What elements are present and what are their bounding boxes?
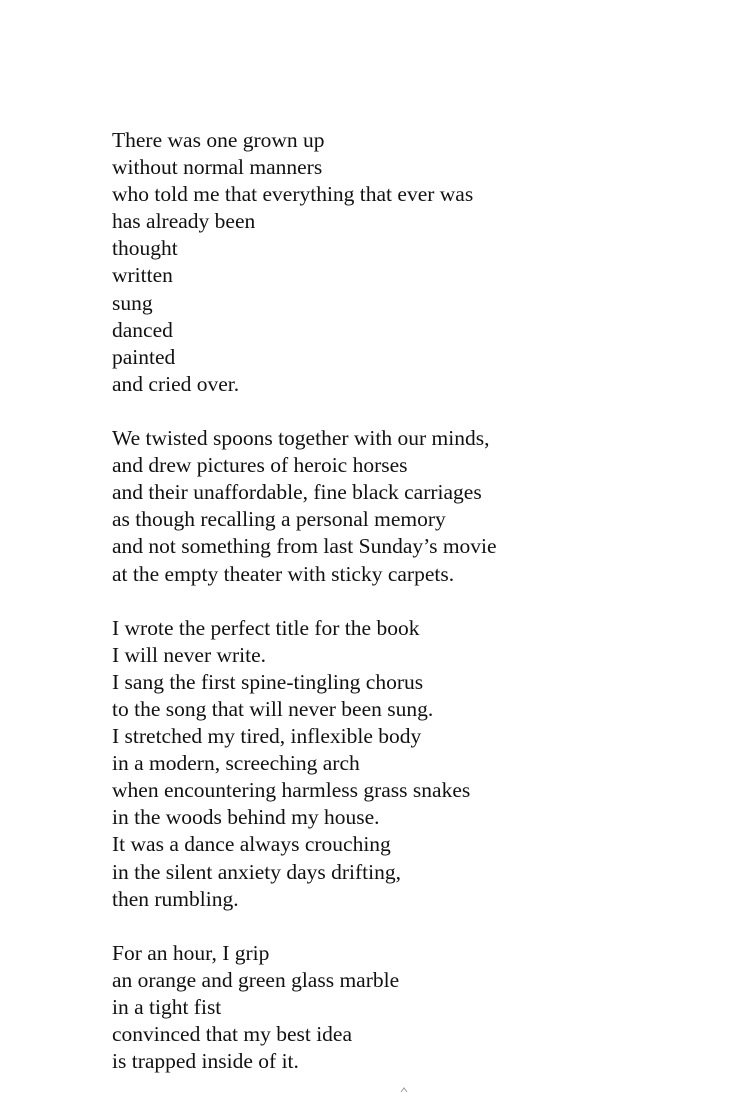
poem-line: and cried over. — [112, 371, 240, 396]
poem-line: I wrote the perfect title for the book — [112, 615, 420, 640]
poem-line: in the woods behind my house. — [112, 805, 380, 830]
poem-line: then rumbling. — [112, 886, 239, 911]
stanza-1 — [112, 127, 712, 398]
poem-line: painted — [112, 344, 176, 369]
poem-line: thought — [112, 236, 178, 261]
poem-line: I will never write. — [112, 642, 267, 667]
poem-line: in the silent anxiety days drifting, — [112, 859, 402, 884]
page-edge-mark — [400, 1087, 408, 1093]
poem-line: at the empty theater with sticky carpets. — [112, 561, 455, 586]
stanza-3 — [112, 615, 712, 913]
poem-line: There was one grown up — [112, 128, 325, 152]
poem-line: and not something from last Sunday’s movie — [112, 534, 497, 559]
poem-line: and their unaffordable, fine black carriages — [112, 480, 482, 505]
poem-line: and drew pictures of heroic horses — [112, 453, 408, 478]
poem-line: to the song that will never been sung. — [112, 696, 434, 721]
poem-line: sung — [112, 290, 153, 315]
poem-line: We twisted spoons together with our minds, — [112, 426, 490, 451]
poem-line: written — [112, 263, 173, 288]
poem-line: I sang the first spine-tingling chorus — [112, 669, 424, 694]
poem-line: in a modern, screeching arch — [112, 751, 360, 776]
poem-line: I stretched my tired, inflexible body — [112, 724, 422, 749]
poem-line: in a tight fist — [112, 995, 222, 1019]
poem-line: an orange and green glass marble — [112, 967, 400, 992]
poem-line: is trapped inside of it. — [112, 1049, 299, 1074]
poem-body — [112, 127, 712, 1102]
poem-line: convinced that my best idea — [112, 1022, 353, 1047]
poem-line: It was a dance always crouching — [112, 832, 391, 857]
stanza-4 — [112, 940, 712, 1075]
poem-line: as though recalling a personal memory — [112, 507, 446, 532]
poem-line: For an hour, I grip — [112, 940, 270, 965]
poem-line: has already been — [112, 209, 256, 234]
poem-line: danced — [112, 317, 173, 342]
poem-line: without normal manners — [112, 155, 323, 180]
poem-line: who told me that everything that ever was — [112, 182, 474, 207]
poem-line: when encountering harmless grass snakes — [112, 778, 471, 803]
stanza-2 — [112, 425, 712, 588]
